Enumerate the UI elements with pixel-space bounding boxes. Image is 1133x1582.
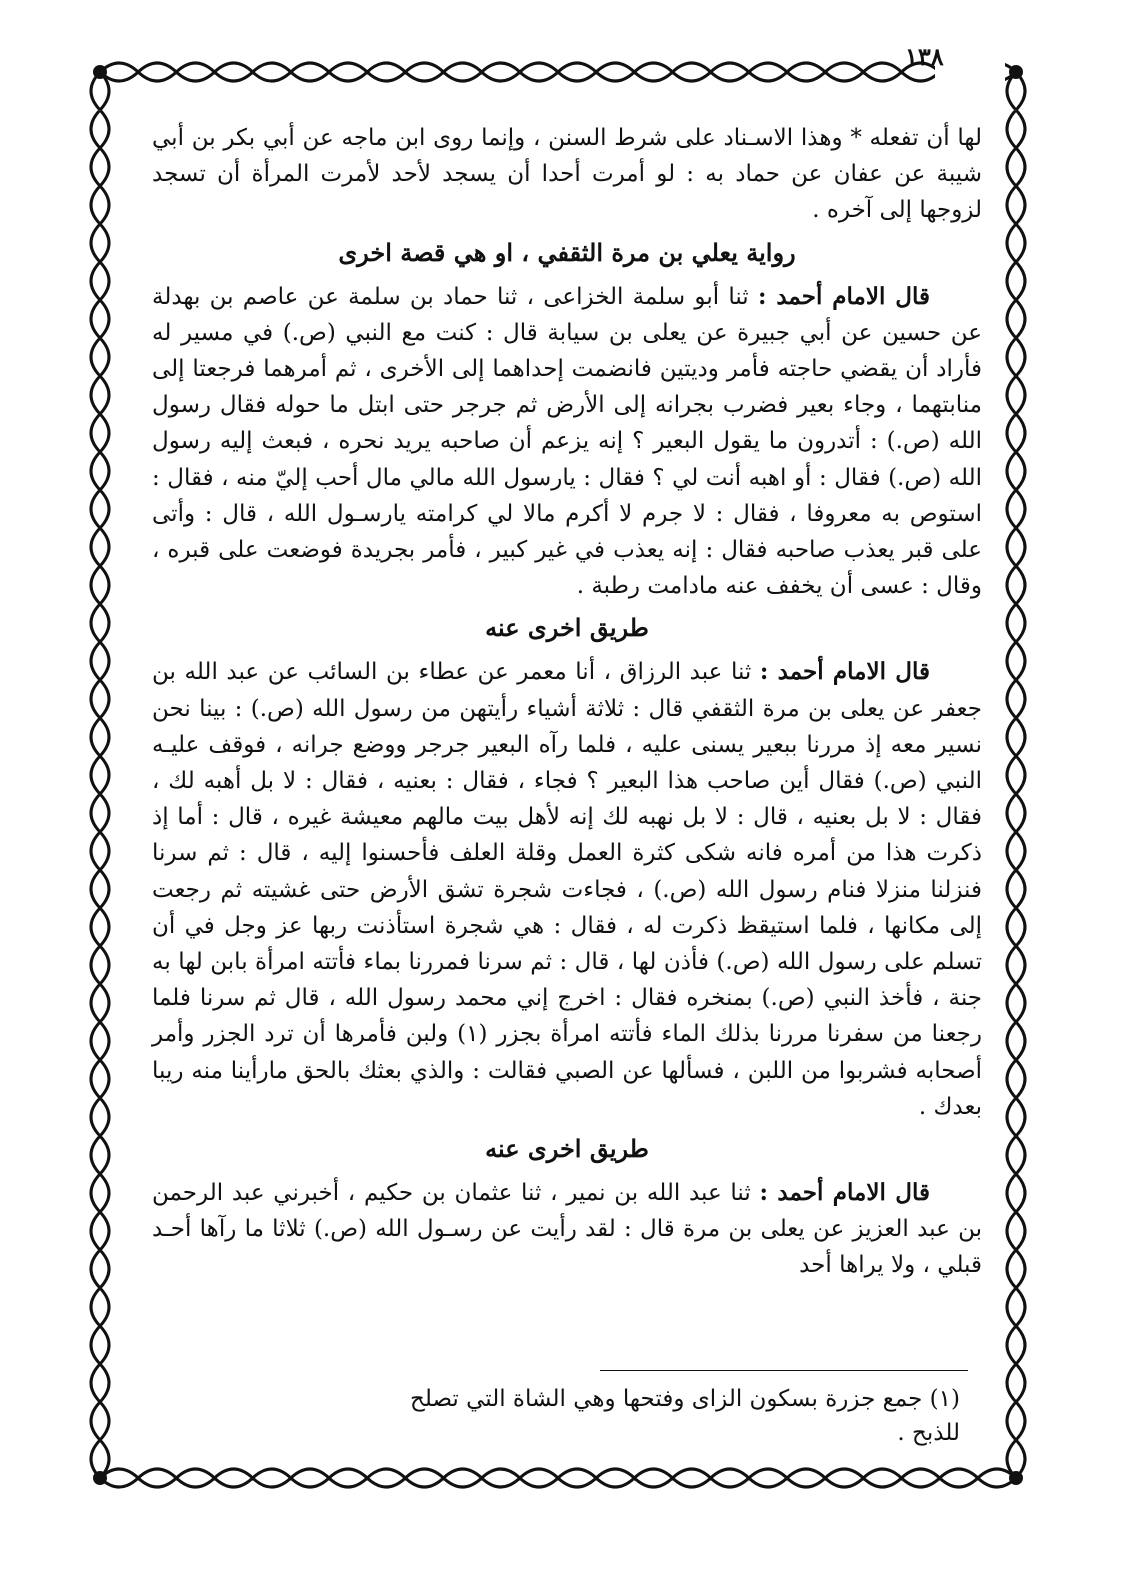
chain-link — [100, 63, 1016, 72]
section-heading-another-route: طريق اخرى عنه — [485, 613, 649, 643]
narration-lead: قال الامام أحمد : — [757, 282, 930, 310]
border-corner-knot — [93, 65, 107, 79]
paragraph-continuation: لها أن تفعله * وهذا الاسـناد على شرط السنن ، وإنما روى ابن ماجه عن أبي بكر بن أبي شيبة عن عفان عن حماد به : لو أمرت أحدا أن يسجد لأحد لأمرت المرأة أن تسجد لزوجها إلى آخره . — [152, 125, 982, 224]
border-corner-knot — [93, 1471, 107, 1485]
narration-text: ثنا عبد الرزاق ، أنا معمر عن عطاء بن السائب عن عبد الله بن جعفر عن يعلى بن مرة الثقفي قال : ثلاثة أشياء رأيتهن من رسول الله (ص.) : بينا نحن نسير معه إذ مررنا ببعير يسنى عليه ، فلما رآه البعير جرجر ووضع جرانه ، فوقف عليـه النبي (ص.) فقال أين صاحب هذا البعير ؟ فجاء ، فقال : بعنيه ، فقال : لا بل أهبه لك ، فقال : لا بل بعنيه ، قال : لا بل نهبه لك إنه لأهل بيت مالهم معيشة غيره ، قال : أما إذ ذكرت هذا من أمره فانه شكى كثرة العمل وقلة العلف فأحسنوا إليه ، قال : ثم سرنا فنزلنا منزلا فنام رسول الله (ص.) ، فجاءت شجرة تشق الأرض حتى غشيته ثم رجعت إلى مكانها ، فلما استيقظ ذكرت له ، فقال : هي شجرة استأذنت ربها عز وجل في أن تسلم على رسول الله (ص.) فأذن لها ، قال : ثم سرنا فمررنا بماء فأتته امرأة بابن لها به جنة ، فأخذ النبي (ص.) بمنخره فقال : اخرج إني محمد رسول الله ، قال ثم سرنا فلما رجعنا من سفرنا مررنا بذلك الماء فأتته امرأة بجزر (١) ولبن فأمرها أن ترد الجزر وأمر أصحابه فشربوا من اللبن ، فسألها عن الصبي فقالت : والذي بعثك بالحق مارأينا منه ريبا بعدك . — [152, 659, 982, 1120]
chain-link — [91, 72, 100, 1478]
page-number-text: ١٣٨ — [905, 41, 944, 71]
page-number — [905, 36, 1035, 76]
chain-link — [100, 72, 1016, 81]
chain-link — [1007, 72, 1016, 1478]
paragraph-first-narration — [152, 279, 982, 605]
page-body — [152, 120, 982, 1480]
narration-lead: قال الامام أحمد : — [759, 658, 930, 686]
chain-link — [1016, 72, 1025, 1478]
paragraph-third-narration — [152, 1175, 982, 1284]
narration-text: ثنا عبد الله بن نمير ، ثنا عثمان بن حكيم ، أخبرني عبد الرحمن بن عبد العزيز عن يعلى بن مرة قال : لقد رأيت عن رسـول الله (ص.) ثلاثا ما رآها أحـد قبلي ، ولا يراها أحد — [152, 1180, 982, 1279]
narration-lead: قال الامام أحمد : — [759, 1179, 930, 1207]
paragraph-second-narration — [152, 654, 982, 1125]
section-heading-yala-narration: رواية يعلي بن مرة الثقفي ، او هي قصة اخرى — [338, 237, 796, 267]
border-corner-knot — [1009, 1471, 1023, 1485]
footnote: (١) جمع جزرة بسكون الزاى وفتحها وهي الشاة التي تصلح للذبح . — [409, 1386, 960, 1446]
narration-text: ثنا أبو سلمة الخزاعى ، ثنا حماد بن سلمة عن عاصم بن بهدلة عن حسين عن أبي جبيرة عن يعلى بن سيابة قال : كنت مع النبي (ص.) في مسير له فأراد أن يقضي حاجته فأمر وديتين فانضمت إحداهما إلى الأخرى ، ثم أمرهما فرجعتا إلى منابتهما ، وجاء بعير فضرب بجرانه إلى الأرض ثم جرجر حتى ابتل ما حوله فقال رسول الله (ص.) : أتدرون ما يقول البعير ؟ إنه يزعم أن صاحبه يريد نحره ، فبعث إليه رسول الله (ص.) فقال : أو اهبه أنت لي ؟ فقال : يارسول الله مالي مال أحب إليّ منه ، فقال : استوص به معروفا ، فقال : لا جرم لا أكرم مالا لي كرامته يارسـول الله ، قال : وأتى على قبر يعذب صاحبه فقال : إنه يعذب في غير كبير ، فأمر بجريدة فوضعت على قبره ، وقال : عسى أن يخفف عنه مادامت رطبة . — [152, 283, 982, 600]
section-heading-another-route-2: طريق اخرى عنه — [485, 1134, 649, 1164]
footnote-separator — [600, 1370, 968, 1371]
chain-link — [100, 72, 109, 1478]
